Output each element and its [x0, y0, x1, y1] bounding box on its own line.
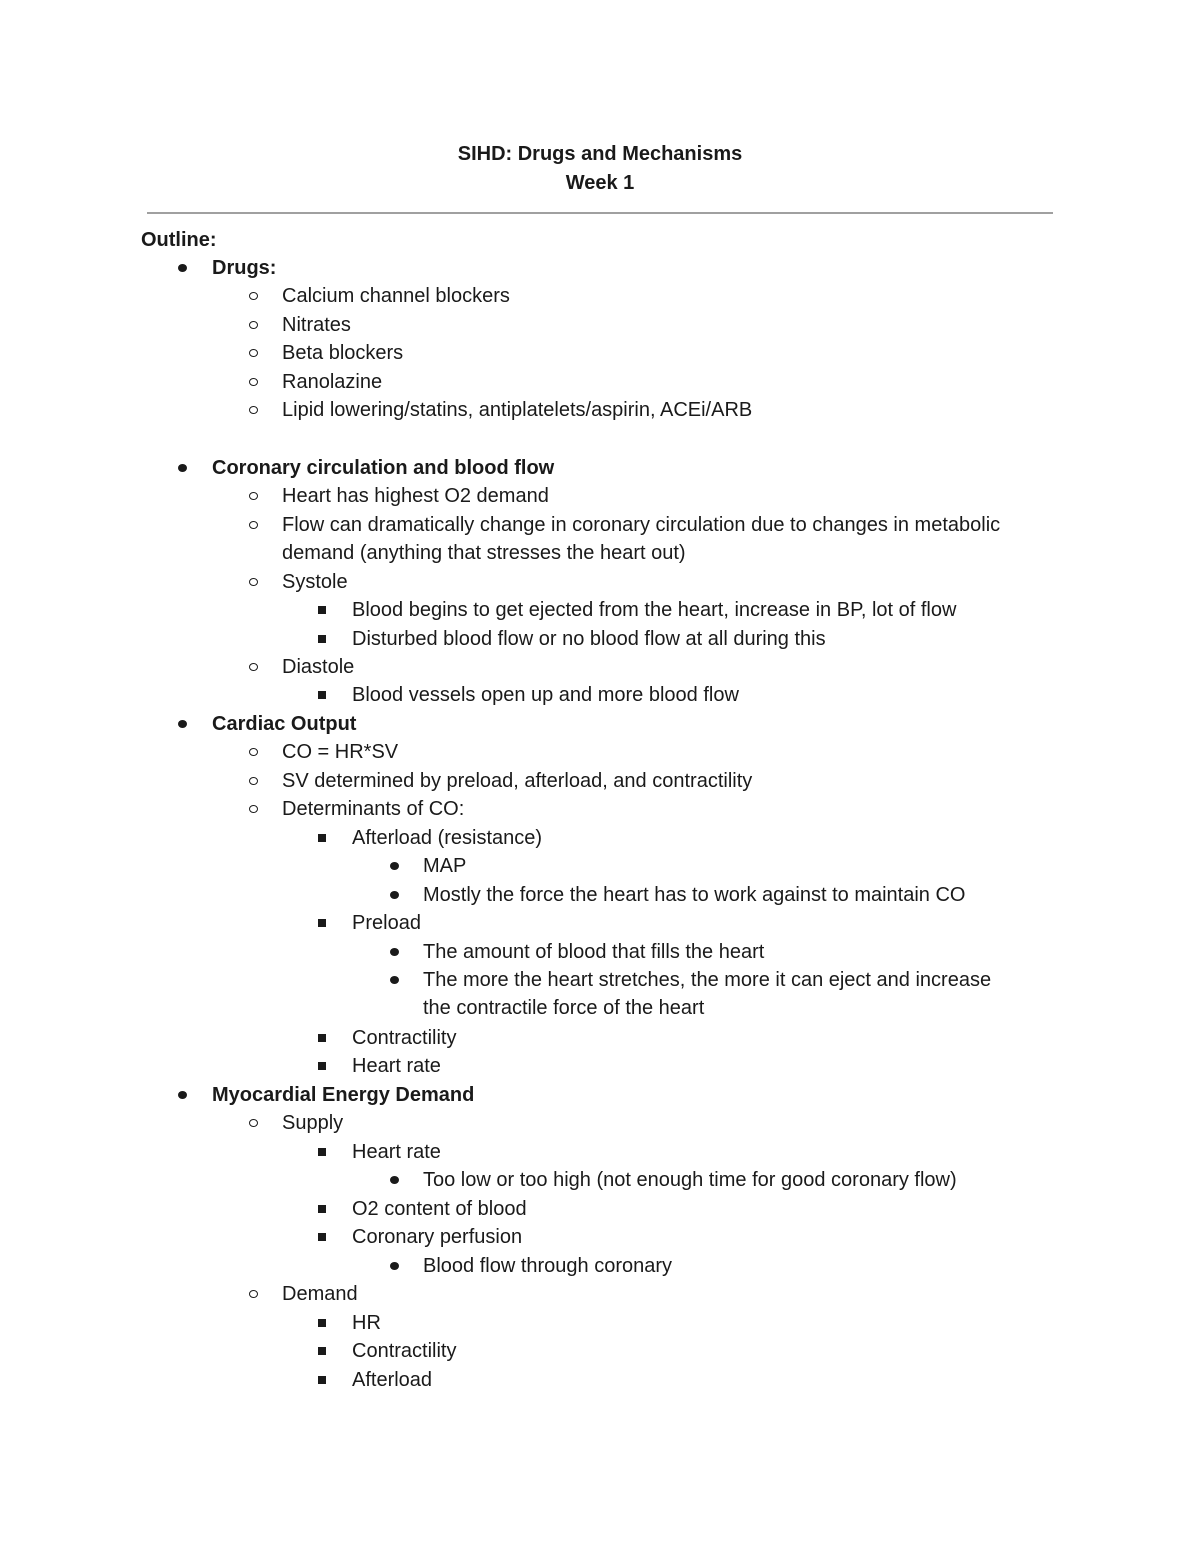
- list-item-text: CO = HR*SV: [282, 741, 399, 763]
- list-item-text: Disturbed blood flow or no blood flow at all during this: [352, 628, 826, 650]
- list-item-text: Determinants of CO:: [282, 798, 465, 820]
- list-item-text: Calcium channel blockers: [282, 285, 510, 307]
- list-item-text: Coronary perfusion: [352, 1226, 523, 1248]
- list-item-text: Drugs:: [212, 257, 277, 279]
- list-item-text: Supply: [282, 1112, 344, 1134]
- list-item-text: Mostly the force the heart has to work against to maintain CO: [423, 884, 966, 906]
- list-item-text: Heart rate: [352, 1055, 441, 1077]
- list-item-text: Systole: [282, 571, 348, 593]
- list-item-text: The amount of blood that fills the heart: [423, 941, 765, 963]
- list-item-text: Ranolazine: [282, 371, 383, 393]
- list-item-text: Demand: [282, 1283, 358, 1305]
- document-subtitle: Week 1: [565, 172, 635, 194]
- list-item-text: the contractile force of the heart: [423, 997, 705, 1019]
- list-item-text: Heart has highest O2 demand: [282, 485, 549, 507]
- list-item-text: Afterload: [352, 1369, 433, 1391]
- list-item-text: Preload: [352, 912, 421, 934]
- list-item-text: Afterload (resistance): [352, 827, 543, 849]
- list-item-text: Blood begins to get ejected from the heart, increase in BP, lot of flow: [352, 599, 957, 621]
- list-item-text: Nitrates: [282, 314, 351, 336]
- list-item-text: Cardiac Output: [212, 713, 357, 735]
- list-item-text: HR: [352, 1312, 381, 1334]
- document-title: SIHD: Drugs and Mechanisms: [457, 143, 743, 165]
- list-item-text: Beta blockers: [282, 342, 404, 364]
- list-item-text: MAP: [423, 855, 467, 877]
- list-item-text: Heart rate: [352, 1141, 441, 1163]
- list-item-text: Coronary circulation and blood flow: [212, 457, 555, 479]
- list-item-text: The more the heart stretches, the more it can eject and increase: [423, 969, 992, 991]
- outline-heading: Outline:: [141, 229, 217, 251]
- list-item-text: Lipid lowering/statins, antiplatelets/aspirin, ACEi/ARB: [282, 399, 753, 421]
- list-item-text: Blood flow through coronary: [423, 1255, 673, 1277]
- list-item-text: O2 content of blood: [352, 1198, 527, 1220]
- list-item-text: Myocardial Energy Demand: [212, 1084, 475, 1106]
- list-item-text: Contractility: [352, 1027, 457, 1049]
- list-item-text: Diastole: [282, 656, 355, 678]
- list-item-text: demand (anything that stresses the heart out): [282, 542, 686, 564]
- list-item-text: Blood vessels open up and more blood flow: [352, 684, 739, 706]
- list-item-text: Contractility: [352, 1340, 457, 1362]
- list-item-text: SV determined by preload, afterload, and contractility: [282, 770, 753, 792]
- list-item-text: Flow can dramatically change in coronary circulation due to changes in metabolic: [282, 514, 1001, 536]
- list-item-text: Too low or too high (not enough time for good coronary flow): [423, 1169, 957, 1191]
